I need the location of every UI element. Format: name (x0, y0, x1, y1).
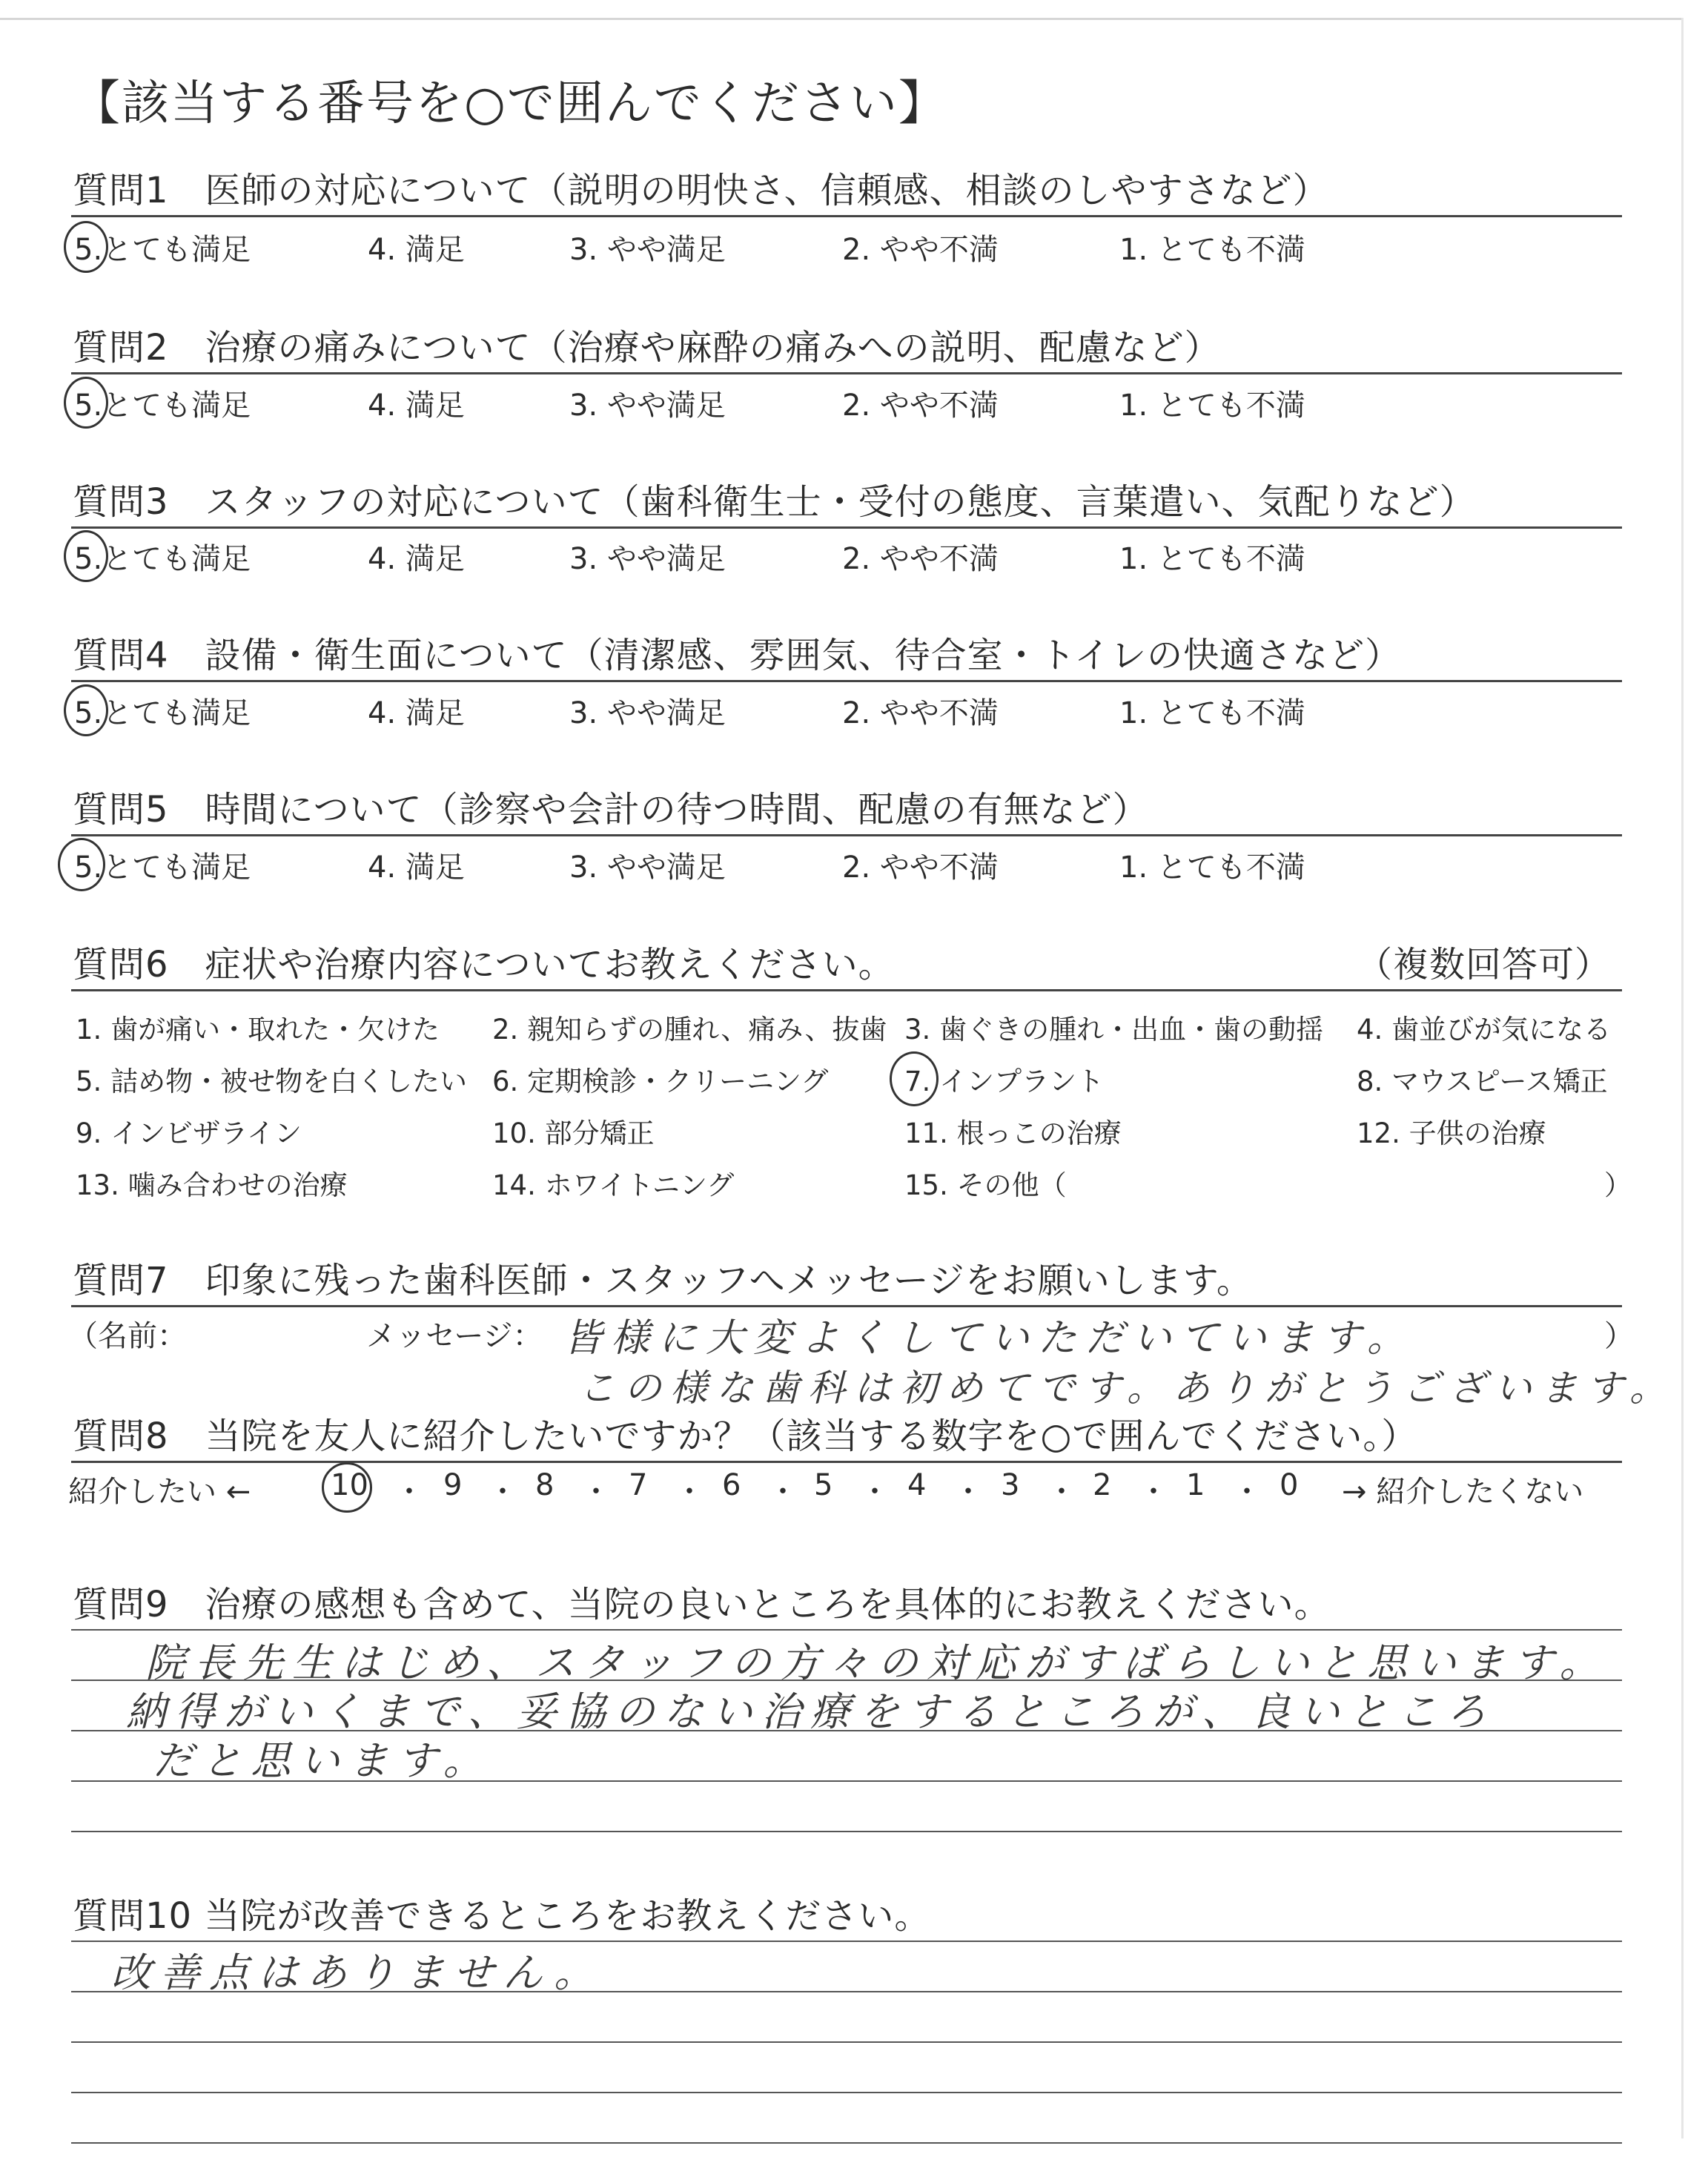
question-4-rule (71, 680, 1622, 682)
symptom-item[interactable]: 9. インビザライン (76, 1117, 302, 1149)
question-3-rule (71, 526, 1622, 529)
option-5[interactable]: 5.とても満足 (74, 233, 251, 267)
handwritten-answer-line-1: 院長先生はじめ、スタッフの方々の対応がすばらしいと思います。 (145, 1639, 1609, 1686)
scale-separator: ・ (1232, 1475, 1262, 1509)
question-7-title: 質問7 印象に残った歯科医師・スタッフへメッセージをお願いします。 (73, 1260, 1253, 1301)
symptom-item[interactable]: 8. マウスピース矯正 (1357, 1066, 1608, 1097)
question-9-title: 質問9 治療の感想も含めて、当院の良いところを具体的にお教えください。 (73, 1584, 1331, 1625)
scale-9[interactable]: 9 (443, 1468, 463, 1502)
option-2[interactable]: 2. やや不満 (842, 542, 999, 576)
scale-0[interactable]: 0 (1280, 1468, 1299, 1502)
question-2-rule (71, 372, 1622, 374)
question-1-rule (71, 215, 1622, 217)
answer-line (71, 2092, 1622, 2093)
scale-5[interactable]: 5 (814, 1468, 833, 1502)
scale-separator: ・ (581, 1475, 611, 1509)
symptom-item[interactable]: 1. 歯が痛い・取れた・欠けた (76, 1014, 440, 1046)
option-3[interactable]: 3. やや満足 (569, 389, 726, 423)
option-1[interactable]: 1. とても不満 (1119, 851, 1305, 885)
scale-8[interactable]: 8 (535, 1468, 555, 1502)
selected-circle (64, 377, 108, 429)
scale-separator: ・ (675, 1475, 704, 1509)
answer-line (71, 1629, 1622, 1631)
question-3-title: 質問3 スタッフの対応について（歯科衛生士・受付の態度、言葉遣い、気配りなど） (73, 481, 1476, 523)
selected-circle (64, 530, 108, 582)
option-1[interactable]: 1. とても不満 (1119, 696, 1305, 730)
other-close-paren: ） (1604, 1169, 1632, 1201)
question-1-title: 質問1 医師の対応について（説明の明快さ、信頼感、相談のしやすさなど） (73, 170, 1329, 211)
handwritten-answer-line-3: だと思います。 (153, 1737, 492, 1784)
symptom-item[interactable]: 6. 定期検診・クリーニング (492, 1066, 829, 1097)
answer-line (71, 2041, 1622, 2043)
name-label: （名前： (68, 1319, 187, 1353)
selected-circle (58, 838, 105, 891)
symptom-item[interactable]: 5. 詰め物・被せ物を白くしたい (76, 1066, 468, 1097)
scale-separator: ・ (488, 1475, 517, 1509)
symptom-item[interactable]: 13. 噛み合わせの治療 (76, 1169, 348, 1201)
selected-circle (890, 1051, 939, 1106)
message-label: メッセージ： (366, 1319, 543, 1353)
option-3[interactable]: 3. やや満足 (569, 696, 726, 730)
scale-separator: ・ (1047, 1475, 1076, 1509)
question-8-rule (71, 1461, 1622, 1463)
symptom-item[interactable]: 11. 根っこの治療 (904, 1117, 1122, 1149)
option-3[interactable]: 3. やや満足 (569, 233, 726, 267)
scale-separator: ・ (768, 1475, 798, 1509)
scale-2[interactable]: 2 (1093, 1468, 1112, 1502)
handwritten-improvement-line-1: 改善点はありません。 (111, 1949, 603, 1996)
option-4[interactable]: 4. 満足 (368, 542, 465, 576)
option-4[interactable]: 4. 満足 (368, 233, 465, 267)
option-2[interactable]: 2. やや不満 (842, 389, 999, 423)
option-5[interactable]: 5.とても満足 (74, 851, 251, 885)
scale-4[interactable]: 4 (907, 1468, 927, 1502)
symptom-item[interactable]: 12. 子供の治療 (1357, 1117, 1546, 1149)
option-4[interactable]: 4. 満足 (368, 696, 465, 730)
selected-circle (322, 1462, 372, 1513)
option-1[interactable]: 1. とても不満 (1119, 542, 1305, 576)
scale-separator: ・ (953, 1475, 983, 1509)
page-right-border (1681, 18, 1684, 2138)
selected-circle (64, 684, 108, 736)
scale-7[interactable]: 7 (629, 1468, 648, 1502)
scale-separator: ・ (860, 1475, 890, 1509)
question-5-rule (71, 834, 1622, 836)
option-4[interactable]: 4. 満足 (368, 851, 465, 885)
option-4[interactable]: 4. 満足 (368, 389, 465, 423)
question-2-title: 質問2 治療の痛みについて（治療や麻酔の痛みへの説明、配慮など） (73, 327, 1221, 369)
symptom-item[interactable]: 10. 部分矯正 (492, 1117, 655, 1149)
symptom-item[interactable]: 7. インプラント (904, 1066, 1105, 1097)
answer-line (71, 1831, 1622, 1832)
scale-10[interactable]: 10 (331, 1468, 368, 1502)
question-4-title: 質問4 設備・衛生面について（清潔感、雰囲気、待合室・トイレの快適さなど） (73, 635, 1402, 676)
page-top-border (0, 18, 1683, 20)
question-10-title: 質問10 当院が改善できるところをお教えください。 (73, 1895, 931, 1937)
scale-separator: ・ (394, 1475, 424, 1509)
scale-3[interactable]: 3 (1001, 1468, 1020, 1502)
option-2[interactable]: 2. やや不満 (842, 233, 999, 267)
option-2[interactable]: 2. やや不満 (842, 696, 999, 730)
answer-line (71, 2142, 1622, 2144)
option-5[interactable]: 5.とても満足 (74, 542, 251, 576)
question-6-title: 質問6 症状や治療内容についてお教えください。 (73, 944, 895, 985)
option-3[interactable]: 3. やや満足 (569, 542, 726, 576)
question-5-title: 質問5 時間について（診察や会計の待つ時間、配慮の有無など） (73, 789, 1149, 830)
scale-6[interactable]: 6 (722, 1468, 741, 1502)
symptom-item[interactable]: 3. 歯ぐきの腫れ・出血・歯の動揺 (904, 1014, 1324, 1046)
option-5[interactable]: 5.とても満足 (74, 696, 251, 730)
question-6-rule (71, 989, 1622, 991)
handwritten-message-line-1: 皆様に大変よくしていただいています。 (563, 1316, 1414, 1361)
question-8-title: 質問8 当院を友人に紹介したいですか？（該当する数字を○で囲んでください。） (73, 1416, 1418, 1457)
symptom-item[interactable]: 15. その他（ (904, 1169, 1067, 1201)
question-6-note: （複数回答可） (1357, 944, 1612, 985)
symptom-item[interactable]: 14. ホワイトニング (492, 1169, 735, 1201)
option-1[interactable]: 1. とても不満 (1119, 389, 1305, 423)
option-3[interactable]: 3. やや満足 (569, 851, 726, 885)
form-header: 【該当する番号を○で囲んでください】 (73, 76, 947, 131)
option-5[interactable]: 5.とても満足 (74, 389, 251, 423)
recommend-scale-left-label: 紹介したい ← (68, 1475, 251, 1509)
option-1[interactable]: 1. とても不満 (1119, 233, 1305, 267)
symptom-item[interactable]: 4. 歯並びが気になる (1357, 1014, 1612, 1046)
scale-1[interactable]: 1 (1186, 1468, 1205, 1502)
symptom-item[interactable]: 2. 親知らずの腫れ、痛み、抜歯 (492, 1014, 887, 1046)
scale-separator: ・ (1139, 1475, 1168, 1509)
handwritten-answer-line-2: 納得がいくまで、妥協のない治療をするところが、良いところ (126, 1688, 1495, 1735)
selected-circle (64, 221, 108, 273)
recommend-scale-right-label: → 紹介したくない (1342, 1475, 1584, 1509)
handwritten-message-line-2: この様な歯科は初めてです。ありがとうございます。 (578, 1367, 1675, 1410)
option-2[interactable]: 2. やや不満 (842, 851, 999, 885)
message-close-paren: ） (1604, 1319, 1634, 1353)
